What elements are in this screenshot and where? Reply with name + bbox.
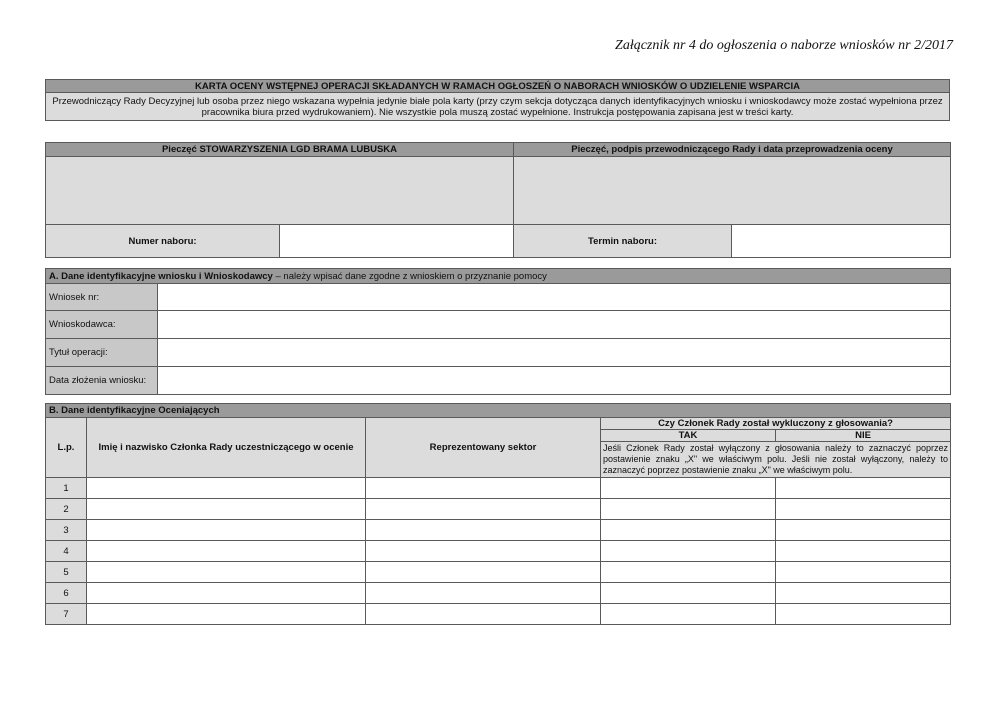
row-number: 1 [46, 478, 87, 499]
applicant-field[interactable] [158, 311, 951, 339]
application-number-label: Wniosek nr: [46, 284, 158, 311]
member-name-field[interactable] [87, 604, 366, 625]
submission-date-field[interactable] [158, 367, 951, 395]
lp-column-header: L.p. [46, 418, 87, 478]
section-a-instruction: – należy wpisać dane zgodne z wnioskiem o przyznanie pomocy [272, 270, 547, 282]
member-name-field[interactable] [87, 478, 366, 499]
applicant-label: Wnioskodawca: [46, 311, 158, 339]
member-name-field[interactable] [87, 520, 366, 541]
yes-field[interactable] [601, 478, 776, 499]
seal-box [45, 142, 951, 258]
no-column-header: NIE [776, 430, 951, 442]
association-seal-area [46, 157, 514, 225]
section-b-header: B. Dane identyfikacyjne Oceniających [46, 404, 951, 418]
excluded-column-header: Czy Członek Rady został wykluczony z głosowania? [601, 418, 951, 430]
member-name-field[interactable] [87, 562, 366, 583]
call-number-label: Numer naboru: [46, 225, 280, 258]
call-term-field[interactable] [732, 225, 951, 258]
chair-signature-header: Pieczęć, podpis przewodniczącego Rady i data przeprowadzenia oceny [514, 143, 951, 157]
attachment-note: Załącznik nr 4 do ogłoszenia o naborze wniosków nr 2/2017 [615, 38, 953, 53]
application-number-field[interactable] [158, 284, 951, 311]
sector-field[interactable] [366, 583, 601, 604]
table-row [46, 478, 951, 499]
yes-column-header: TAK [601, 430, 776, 442]
sector-column-header: Reprezentowany sektor [366, 418, 601, 478]
table-row [46, 499, 951, 520]
section-a-header [46, 269, 951, 284]
row-number: 3 [46, 520, 87, 541]
call-term-label: Termin naboru: [514, 225, 732, 258]
section-b-table [45, 403, 951, 625]
table-row [46, 562, 951, 583]
no-field[interactable] [776, 499, 951, 520]
no-field[interactable] [776, 541, 951, 562]
yes-field[interactable] [601, 520, 776, 541]
member-name-field[interactable] [87, 541, 366, 562]
member-name-field[interactable] [87, 583, 366, 604]
sector-field[interactable] [366, 520, 601, 541]
yes-field[interactable] [601, 583, 776, 604]
no-field[interactable] [776, 562, 951, 583]
yes-field[interactable] [601, 604, 776, 625]
row-number: 2 [46, 499, 87, 520]
no-field[interactable] [776, 583, 951, 604]
sector-field[interactable] [366, 499, 601, 520]
form-description: Przewodniczący Rady Decyzyjnej lub osoba przez niego wskazana wypełnia jedynie białe pola karty (przy czym sekcja dotycząca danych identyfikacyjnych wniosku i wnioskodawcy może zostać wypełniona przez pracownika biura przed wydrukowaniem). Nie wszystkie pola muszą zostać wypełnione. Instrukcja postępowania zapisana jest w treści karty. [46, 93, 950, 121]
table-row [46, 583, 951, 604]
chair-signature-area [514, 157, 951, 225]
member-name-field[interactable] [87, 499, 366, 520]
table-row [46, 541, 951, 562]
yes-field[interactable] [601, 499, 776, 520]
table-row [46, 604, 951, 625]
title-box [45, 79, 950, 121]
sector-field[interactable] [366, 604, 601, 625]
table-row [46, 520, 951, 541]
no-field[interactable] [776, 604, 951, 625]
operation-title-label: Tytuł operacji: [46, 339, 158, 367]
sector-field[interactable] [366, 541, 601, 562]
no-field[interactable] [776, 478, 951, 499]
row-number: 7 [46, 604, 87, 625]
association-seal-header: Pieczęć STOWARZYSZENIA LGD BRAMA LUBUSKA [46, 143, 514, 157]
sector-field[interactable] [366, 478, 601, 499]
submission-date-label: Data złożenia wniosku: [46, 367, 158, 395]
no-field[interactable] [776, 520, 951, 541]
row-number: 5 [46, 562, 87, 583]
exclusion-instruction: Jeśli Członek Rady został wyłączony z głosowania należy to zaznaczyć poprzez postawienie znaku „X" we właściwym polu. Jeśli nie został wyłączony, należy to zaznaczyć poprzez postawienie znaku „X" we właściwym polu. [601, 442, 951, 478]
section-a-title: A. Dane identyfikacyjne wniosku i Wnioskodawcy [49, 270, 273, 282]
member-name-column-header: Imię i nazwisko Członka Rady uczestniczącego w ocenie [87, 418, 366, 478]
operation-title-field[interactable] [158, 339, 951, 367]
section-a-table [45, 268, 951, 395]
call-number-field[interactable] [280, 225, 514, 258]
sector-field[interactable] [366, 562, 601, 583]
row-number: 6 [46, 583, 87, 604]
yes-field[interactable] [601, 562, 776, 583]
form-title: KARTA OCENY WSTĘPNEJ OPERACJI SKŁADANYCH W RAMACH OGŁOSZEŃ O NABORACH WNIOSKÓW O UDZIELENIE WSPARCIA [46, 80, 950, 93]
yes-field[interactable] [601, 541, 776, 562]
row-number: 4 [46, 541, 87, 562]
